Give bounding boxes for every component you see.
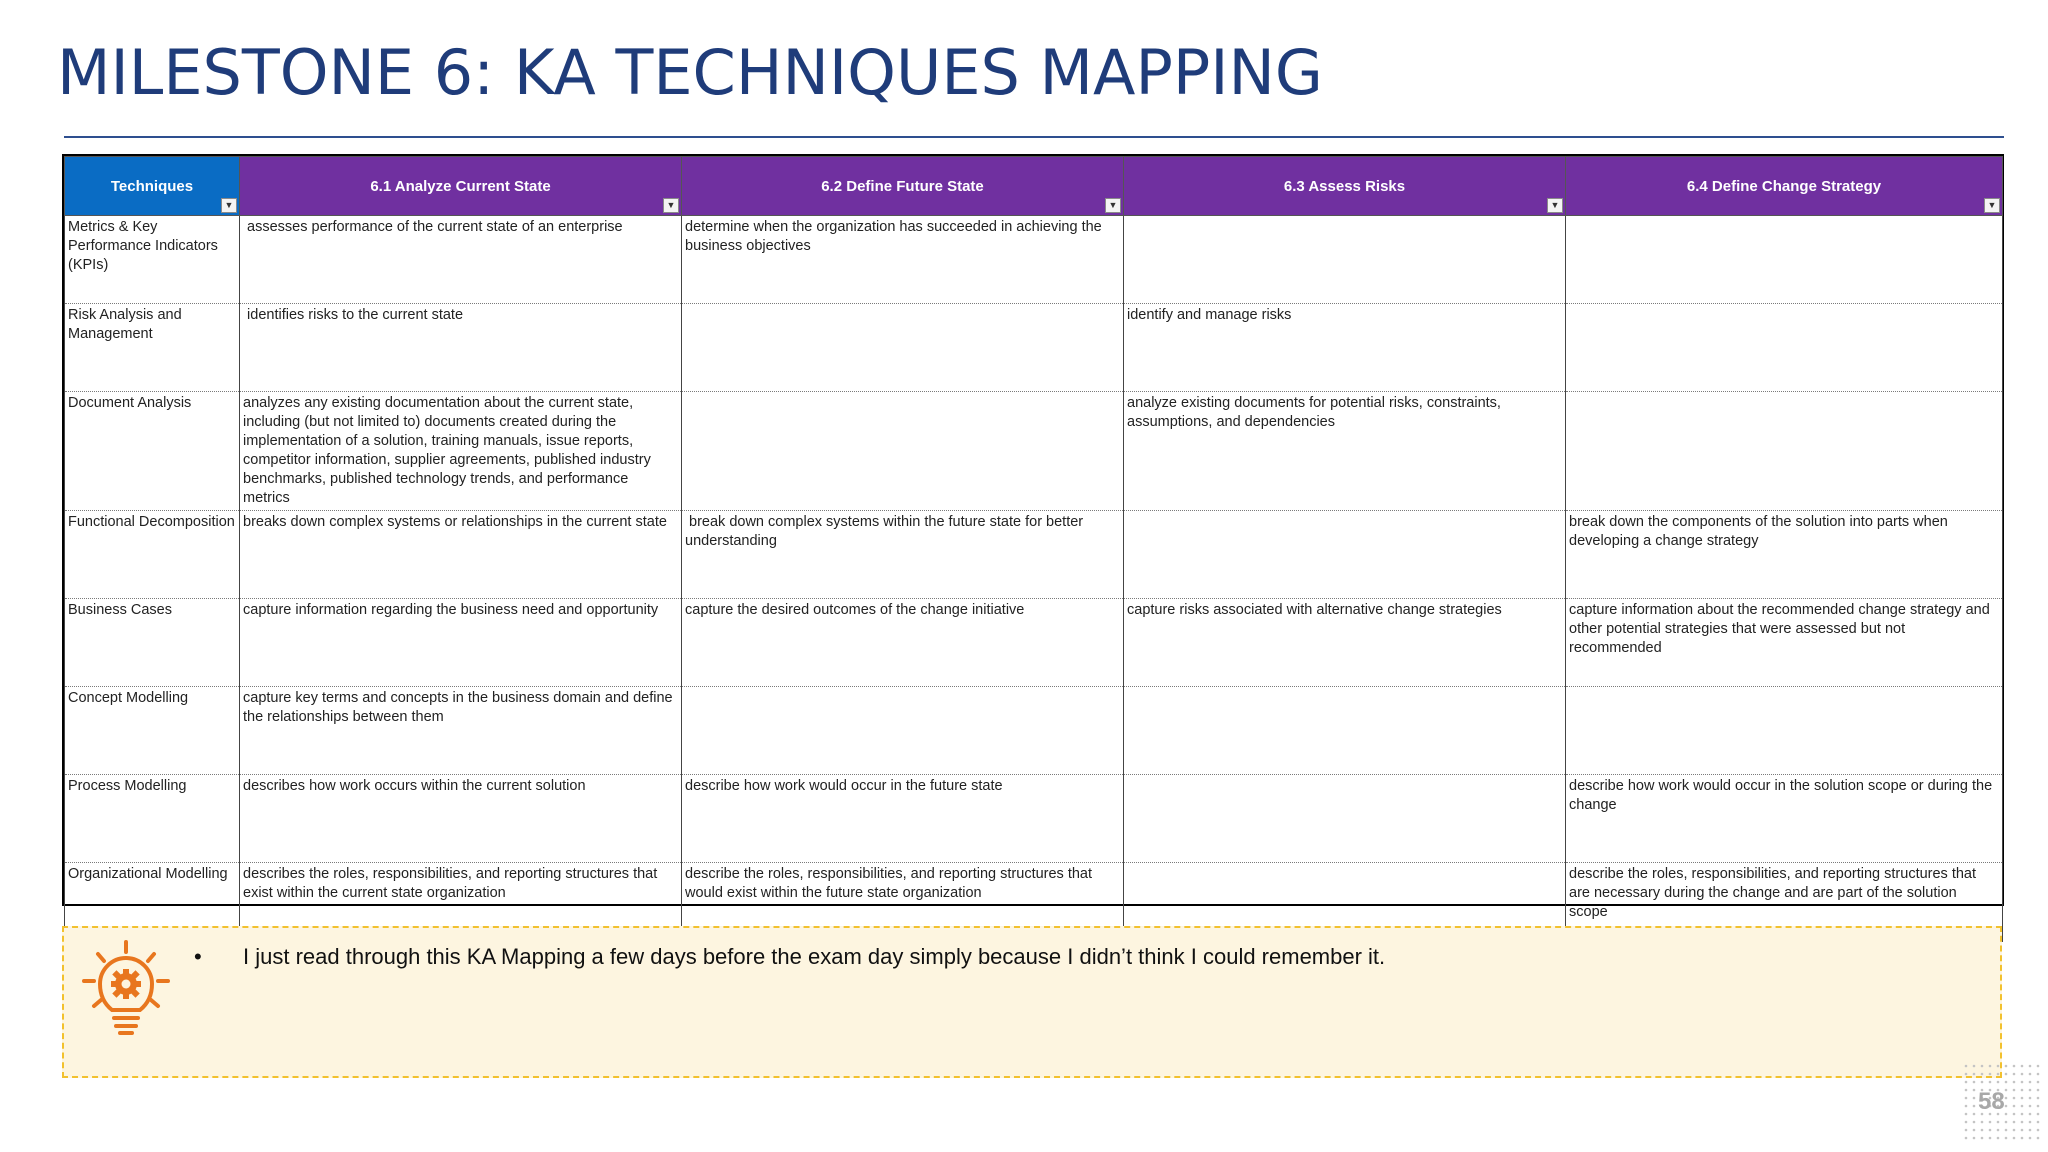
table-cell: analyzes any existing documentation about the current state, including (but not limited to) documents created during the implementation of a solution, training manuals, issue reports, competitor information, supplier agreements, published industry benchmarks, published technology trends, and performance metrics <box>240 392 682 511</box>
bullet-marker: • <box>194 944 202 969</box>
table-row <box>65 511 2003 599</box>
header-techniques <box>65 157 240 216</box>
technique-cell: Metrics & Key Performance Indicators (KPIs) <box>65 216 240 304</box>
table-row <box>65 599 2003 687</box>
table-cell: breaks down complex systems or relationships in the current state <box>240 511 682 599</box>
table-cell: capture information regarding the business need and opportunity <box>240 599 682 687</box>
technique-cell: Concept Modelling <box>65 687 240 775</box>
table-cell <box>1124 687 1566 775</box>
filter-dropdown-icon[interactable]: ▼ <box>221 198 237 213</box>
header-define-change-strategy <box>1566 157 2003 216</box>
table-cell <box>1124 511 1566 599</box>
table-cell <box>1124 216 1566 304</box>
tip-text: I just read through this KA Mapping a few days before the exam day simply because I didn’t think I could remember it. <box>243 944 1386 969</box>
table-cell: determine when the organization has succeeded in achieving the business objectives <box>682 216 1124 304</box>
table-row <box>65 392 2003 511</box>
table-cell: break down the components of the solution into parts when developing a change strategy <box>1566 511 2003 599</box>
table-cell: capture information about the recommended change strategy and other potential strategies that were assessed but not recommended <box>1566 599 2003 687</box>
table-row <box>65 304 2003 392</box>
table-cell: break down complex systems within the future state for better understanding <box>682 511 1124 599</box>
table-cell: capture risks associated with alternative change strategies <box>1124 599 1566 687</box>
techniques-table <box>62 154 2004 920</box>
table-cell <box>1566 687 2003 775</box>
header-analyze-current-state <box>240 157 682 216</box>
header-label: 6.4 Define Change Strategy <box>1686 177 1882 195</box>
header-assess-risks <box>1124 157 1566 216</box>
tip-callout <box>62 926 2002 1078</box>
table-cell <box>682 392 1124 511</box>
page-title: MILESTONE 6: KA TECHNIQUES MAPPING <box>57 36 1323 109</box>
table-cell: describes the roles, responsibilities, and reporting structures that exist within the current state organization <box>240 863 682 942</box>
technique-cell: Business Cases <box>65 599 240 687</box>
filter-dropdown-icon[interactable]: ▼ <box>1984 198 2000 213</box>
table-cell: identify and manage risks <box>1124 304 1566 392</box>
table-cell: describe how work would occur in the future state <box>682 775 1124 863</box>
table-cell: capture the desired outcomes of the change initiative <box>682 599 1124 687</box>
header-label: 6.3 Assess Risks <box>1283 177 1406 195</box>
header-label: 6.2 Define Future State <box>821 177 984 195</box>
table-cell: identifies risks to the current state <box>240 304 682 392</box>
table-cell <box>1124 775 1566 863</box>
table-cell <box>1566 216 2003 304</box>
table-cell <box>1566 392 2003 511</box>
page-number: 58 <box>1978 1088 2005 1115</box>
table-row <box>65 216 2003 304</box>
filter-dropdown-icon[interactable]: ▼ <box>1105 198 1121 213</box>
lightbulb-gear-icon <box>80 940 172 1040</box>
table-row <box>65 775 2003 863</box>
table-cell <box>682 304 1124 392</box>
technique-cell: Functional Decomposition <box>65 511 240 599</box>
filter-dropdown-icon[interactable]: ▼ <box>1547 198 1563 213</box>
header-define-future-state <box>682 157 1124 216</box>
table-cell <box>682 687 1124 775</box>
technique-cell: Organizational Modelling <box>65 863 240 942</box>
header-label: 6.1 Analyze Current State <box>370 177 551 195</box>
table-cell: assesses performance of the current state of an enterprise <box>240 216 682 304</box>
table-row <box>65 687 2003 775</box>
table-cell <box>1566 304 2003 392</box>
header-label: Techniques <box>110 177 194 195</box>
table-cell: describe how work would occur in the solution scope or during the change <box>1566 775 2003 863</box>
technique-cell: Process Modelling <box>65 775 240 863</box>
table-cell: describes how work occurs within the current solution <box>240 775 682 863</box>
table-cell: describe the roles, responsibilities, and reporting structures that are necessary during the change and are part of the solution scope <box>1566 863 2003 942</box>
technique-cell: Document Analysis <box>65 392 240 511</box>
title-divider <box>64 136 2004 138</box>
technique-cell: Risk Analysis and Management <box>65 304 240 392</box>
filter-sort-icon[interactable]: ▼ <box>663 198 679 213</box>
table-cell: analyze existing documents for potential risks, constraints, assumptions, and dependencies <box>1124 392 1566 511</box>
table-cell: describe the roles, responsibilities, and reporting structures that would exist within the future state organization <box>682 863 1124 942</box>
table-header-row <box>65 157 2003 216</box>
table-cell: capture key terms and concepts in the business domain and define the relationships between them <box>240 687 682 775</box>
